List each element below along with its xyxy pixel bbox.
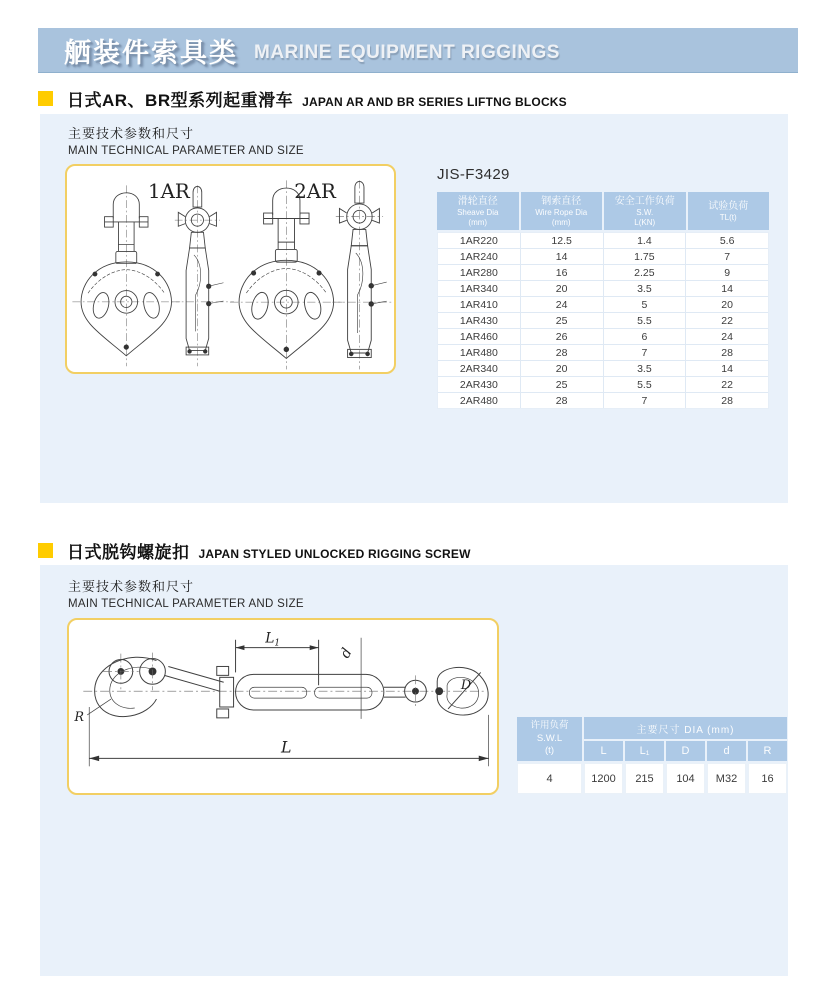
table-cell: 28 [521,393,603,408]
table-cell: 1AR480 [438,345,520,360]
blocks-table-body [437,232,769,409]
table-cell: 3.5 [604,361,686,376]
table-cell: 5 [604,297,686,312]
lifting-blocks-drawing [67,166,394,372]
blocks-table-header [437,192,769,230]
table-cell: 2AR480 [438,393,520,408]
rigging-screw-parameter-table [517,717,787,794]
section1-param-zh: 主要技术参数和尺寸 [68,126,195,141]
yellow-bullet-icon [38,543,53,558]
section1-title-en: JAPAN AR AND BR SERIES LIFTNG BLOCKS [302,95,567,109]
rigging-screw-drawing-box [67,618,499,795]
section2-param-caption [68,576,304,610]
table-cell: 20 [686,297,768,312]
table-cell: 5.5 [604,313,686,328]
dim-label-R: R [74,709,85,725]
table-cell: 28 [521,345,603,360]
table-cell: 16 [748,763,787,794]
section2-param-en: MAIN TECHNICAL PARAMETER AND SIZE [68,598,304,610]
table-cell: 2AR340 [438,361,520,376]
table-cell: 14 [686,361,768,376]
group-header-main-dims: 主要尺寸 DIA (mm) [584,717,787,739]
table-cell: 104 [666,763,705,794]
table-cell: 7 [604,393,686,408]
col-header-D: D [666,741,705,761]
table-cell: 22 [686,377,768,392]
table-cell: 1.75 [604,249,686,264]
col-header-R: R [748,741,787,761]
dim-label-D: D [460,678,472,694]
col-header-L1: L₁ [625,741,664,761]
table-cell: 215 [625,763,664,794]
banner-title-zh: 舾装件索具类 [64,37,238,68]
jis-standard-code: JIS-F3429 [437,166,510,183]
table-cell: 1AR280 [438,265,520,280]
table-cell: 3.5 [604,281,686,296]
table-cell: 14 [686,281,768,296]
table-cell: 1AR410 [438,297,520,312]
table-cell: 1AR220 [438,233,520,248]
table-cell: 4 [517,763,582,794]
table-cell: 7 [604,345,686,360]
section2-panel [40,565,788,976]
table-cell: 26 [521,329,603,344]
col-header-wire-rope-dia: 钢索直径 Wire Rope Dia (mm) [521,192,603,230]
table-cell: 7 [686,249,768,264]
block-2ar-side-view [332,180,394,369]
table-cell: 16 [521,265,603,280]
table-cell: 2AR430 [438,377,520,392]
label-2ar: 2AR [294,179,336,203]
table-cell: 25 [521,377,603,392]
banner-title-en: MARINE EQUIPMENT RIGGINGS [254,42,560,63]
table-cell: 5.6 [686,233,768,248]
block-1ar-front-view [72,185,180,366]
turnbuckle-body [236,674,384,710]
table-cell: 1.4 [604,233,686,248]
col-header-test-load: 试验负荷 TL(t) [688,192,770,230]
section2-header [38,538,471,563]
table-cell: 1AR460 [438,329,520,344]
dim-label-L: L [281,737,292,757]
col-header-d: d [707,741,746,761]
section1-title-zh: 日式AR、BR型系列起重滑车 [67,91,294,110]
section1-param-caption [68,123,304,157]
table-cell: 28 [686,345,768,360]
dim-label-d: d [337,645,356,661]
section2-title-en: JAPAN STYLED UNLOCKED RIGGING SCREW [198,547,471,561]
table-cell: 24 [521,297,603,312]
col-header-swl: 安全工作负荷 S.W. L(KN) [604,192,686,230]
section1-panel [40,114,788,503]
table-cell: 6 [604,329,686,344]
yellow-bullet-icon [38,91,53,106]
table-cell: 20 [521,361,603,376]
table-cell: 14 [521,249,603,264]
table-cell: M32 [707,763,746,794]
table-cell: 24 [686,329,768,344]
hook-end [95,653,234,718]
lifting-blocks-drawing-box [65,164,396,374]
blocks-parameter-table [437,192,769,409]
table-cell: 5.5 [604,377,686,392]
page-banner [38,28,798,73]
table-cell: 22 [686,313,768,328]
section2-title-zh: 日式脱钩螺旋扣 [67,543,190,562]
table-cell: 1200 [584,763,623,794]
col-header-sheave-dia: 滑轮直径 Sheave Dia (mm) [437,192,519,230]
table-cell: 9 [686,265,768,280]
dim-label-L1: $L_1$ [265,630,281,649]
section2-param-zh: 主要技术参数和尺寸 [68,579,195,594]
rigging-screw-drawing [69,620,497,793]
table-cell: 1AR240 [438,249,520,264]
table-cell: 20 [521,281,603,296]
col-header-swl: 许用负荷 S.W.L (t) [517,717,582,761]
label-1ar: 1AR [148,179,190,203]
block-2ar-front-view [230,180,343,369]
table-cell: 28 [686,393,768,408]
table-cell: 2.25 [604,265,686,280]
col-header-L: L [584,741,623,761]
table-cell: 25 [521,313,603,328]
dimension-lines [73,631,488,767]
table-cell: 1AR430 [438,313,520,328]
section1-param-en: MAIN TECHNICAL PARAMETER AND SIZE [68,145,304,157]
table-cell: 12.5 [521,233,603,248]
block-1ar-side-view [171,185,234,366]
table-cell: 1AR340 [438,281,520,296]
section1-header [38,86,567,111]
